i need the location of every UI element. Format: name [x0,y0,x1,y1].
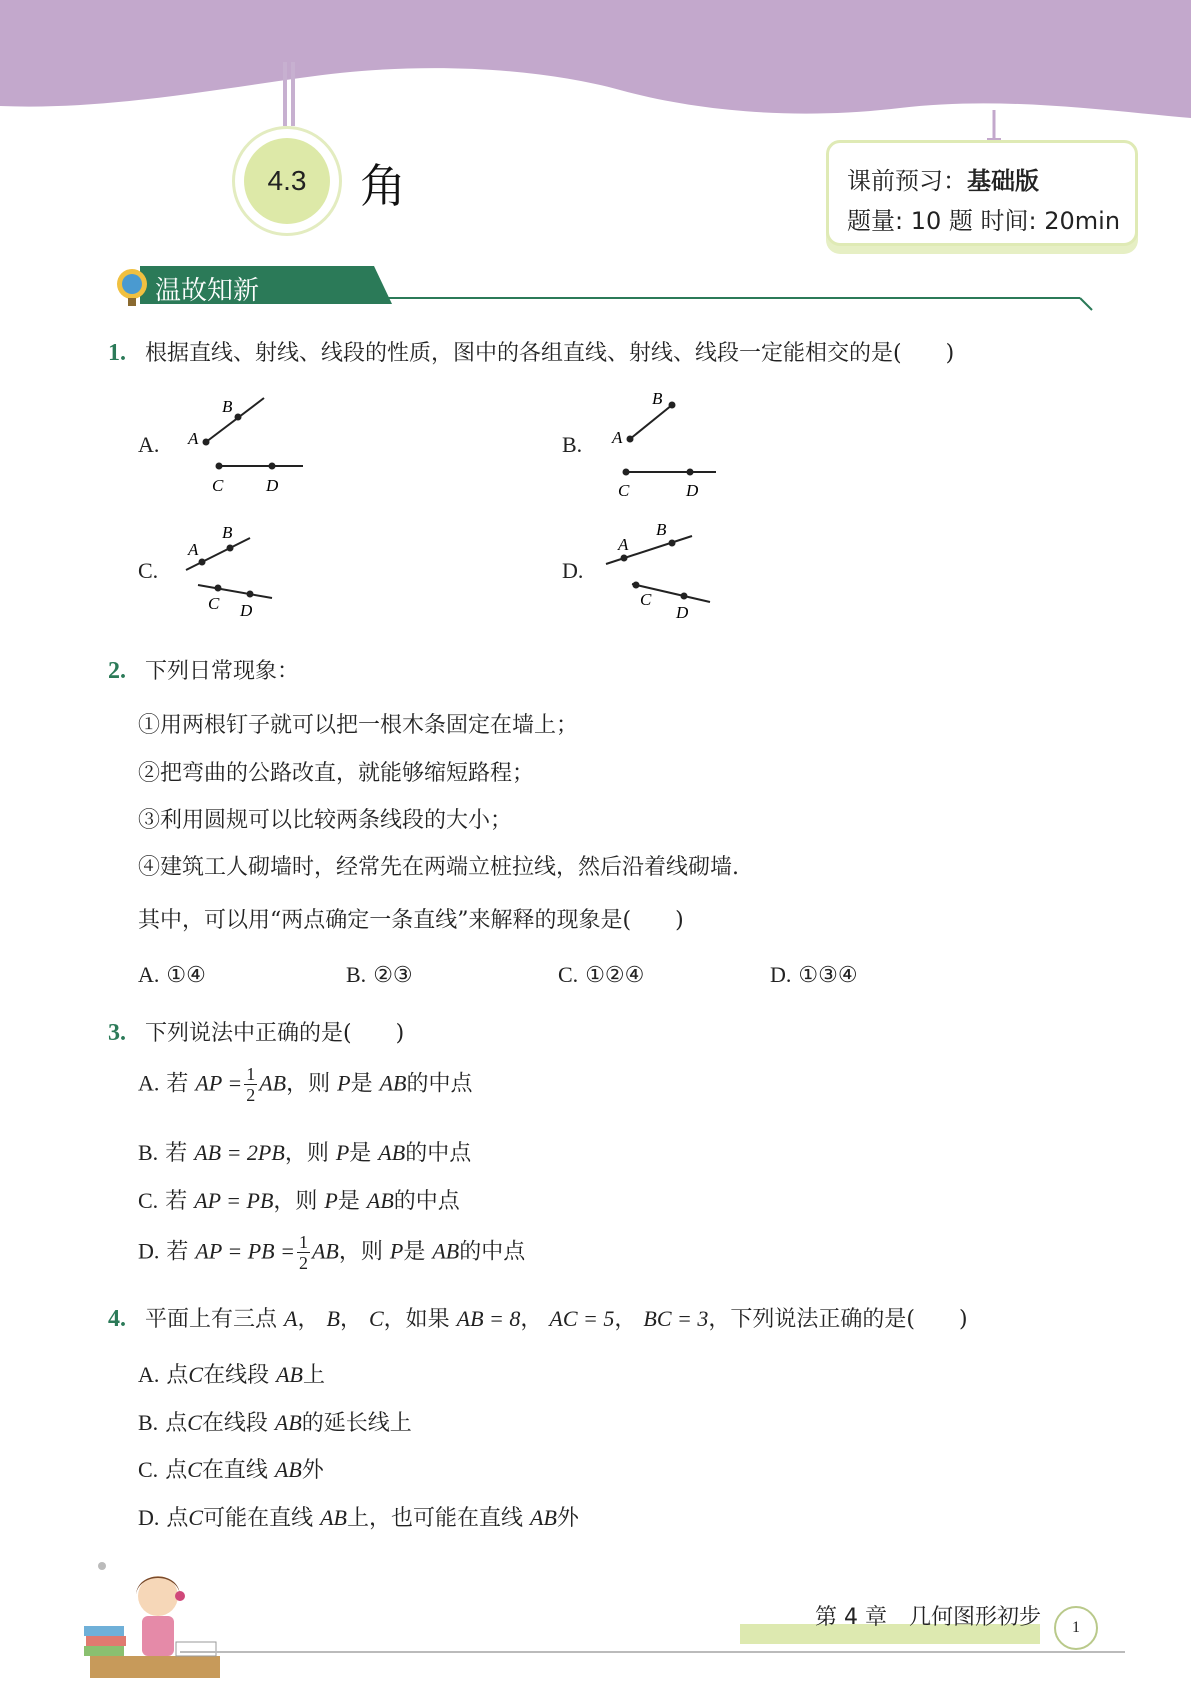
point-label: C [618,481,630,500]
fraction-half: $\frac{1}{2}$ [298,1232,308,1273]
point-label: A [612,428,623,447]
q3-option-b: B. 若 AB = 2PB，则 P是 AB的中点 [138,1140,472,1166]
header-wave [0,0,1191,130]
section-banner [112,262,1097,314]
hang-line-left [283,62,287,126]
q2-item-1: ①用两根钉子就可以把一根木条固定在墙上； [138,713,579,738]
q2-option-b: B. ②③ [346,962,413,988]
point-label: B [656,520,667,539]
question-text: 下列说法中正确的是( ) [145,1021,405,1046]
q4-option-c: C. 点C在直线 AB外 [138,1457,324,1483]
fraction-half: $\frac{1}{2}$ [246,1064,256,1105]
q4-option-d: D. 点C可能在直线 AB上，也可能在直线 AB外 [138,1505,579,1531]
q2-item-4: ④建筑工人砌墙时，经常先在两端立桩拉线，然后沿着线砌墙. [138,855,739,880]
chapter-title: 第 4 章 几何图形初步 [815,1605,1041,1630]
question-number: 1. [108,340,126,366]
point-label: A [618,535,629,554]
q2-item-3: ③利用圆规可以比较两条线段的大小； [138,808,513,833]
q1-option-a-label: A. [138,432,160,457]
q1-option-d-label: D. [562,558,584,583]
q1-option-c-label: C. [138,558,159,583]
point-label: B [222,523,233,542]
point-label: B [222,397,233,416]
q2-option-a: A. ①④ [138,962,206,988]
q1-option-b-label: B. [562,432,583,457]
point-label: A [188,540,199,559]
question-number: 3. [108,1020,126,1046]
point-label: A [188,429,199,448]
question-number: 4. [108,1306,126,1332]
q1-figure-b [604,392,734,500]
point-label: C [208,594,220,613]
question-text: 根据直线、射线、线段的性质，图中的各组直线、射线、线段一定能相交的是( ) [145,341,955,366]
q4-option-b: B. 点C在线段 AB的延长线上 [138,1410,412,1436]
q2-item-2: ②把弯曲的公路改直，就能够缩短路程； [138,761,535,786]
q4-option-a: A. 点C在线段 AB上 [138,1362,326,1388]
info-meta: 题量: 10 题 时间: 20min [847,207,1121,235]
info-box [826,140,1138,246]
q1-figure-d [604,520,714,620]
section-number-badge [232,126,342,236]
footer-line [180,1651,1125,1653]
q2-option-c: C. ①②④ [558,962,645,988]
point-label: D [240,601,253,620]
question-1 [108,336,954,367]
point-label: D [676,603,689,620]
student-illustration [80,1556,230,1678]
question-2 [108,654,299,685]
section-banner-text: 温故知新 [155,276,260,306]
point-label: B [652,392,663,408]
point-label: C [640,590,652,609]
question-4: 4. 平面上有三点 A， B， C，如果 AB = 8， AC = 5， BC = 3，下列说法正确的是( ) [108,1306,968,1332]
section-number: 4.3 [244,138,330,224]
point-label: D [266,476,279,495]
page-number: 1 [1054,1606,1098,1650]
q2-question: 其中，可以用“两点确定一条直线”来解释的现象是( ) [138,908,684,933]
hang-line-right [291,62,295,126]
q2-option-d: D. ①③④ [770,962,858,988]
question-number: 2. [108,658,126,684]
info-category: 课前预习：基础版 [847,167,1039,195]
q3-option-c: C. 若 AP = PB，则 P是 AB的中点 [138,1188,460,1214]
point-label: D [686,481,699,500]
q3-option-a: A. 若 AP = $\frac{1}{2}$ AB，则 P是 AB的中点 [138,1064,473,1105]
point-label: C [212,476,224,495]
q3-option-d: D. 若 AP = PB = $\frac{1}{2}$ AB，则 P是 AB的中点 [138,1232,526,1273]
lesson-title: 角 [360,159,406,213]
question-3 [108,1016,404,1047]
question-text: 下列日常现象： [145,659,300,684]
q1-figure-a [180,392,310,500]
q1-figure-c [178,520,288,620]
